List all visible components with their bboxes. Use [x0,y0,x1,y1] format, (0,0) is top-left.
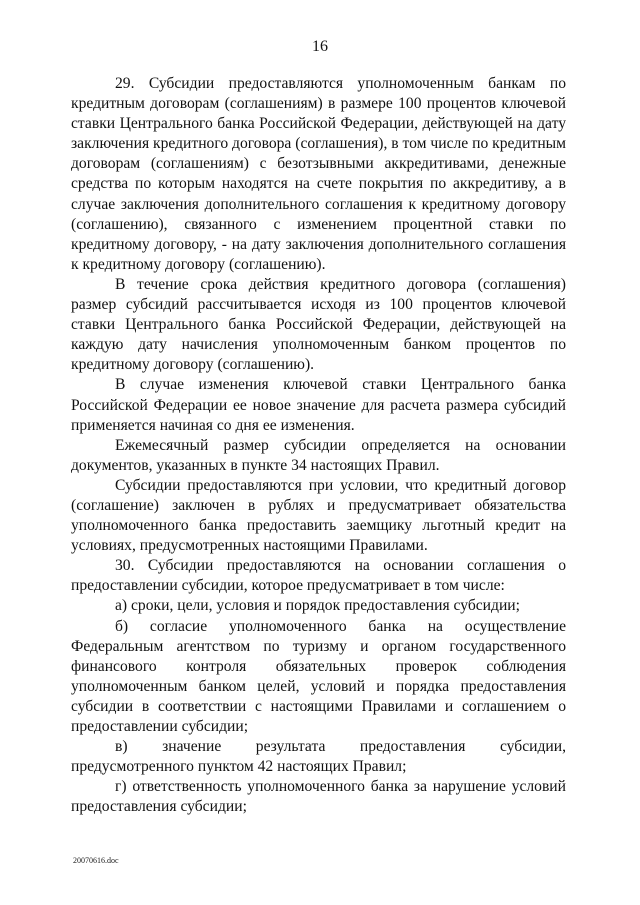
list-item-b: б) согласие уполномоченного банка на осуществление Федеральным агентством по туризму и органом государственного финансового контроля обязательных проверок соблюдения уполномоченным банком целей, условий и порядка предоставления субсидии в соответствии с настоящими Правилами и соглашением о предоставлении субсидии; [71,617,566,735]
document-body [71,74,566,817]
page-number: 16 [312,38,328,55]
list-item-a: а) сроки, цели, условия и порядок предоставления субсидии; [115,597,520,615]
list-item-v: в) значение результата предоставления субсидии, предусмотренного пунктом 42 настоящих Правил; [71,738,566,776]
paragraph-subsidy-condition: Субсидии предоставляются при условии, что кредитный договор (соглашение) заключен в рублях и предусматривает обязательства уполномоченного банка предоставить заемщику льготный кредит на условиях, предусмотренных настоящими Правилами. [71,476,566,555]
paragraph-subsidy-calculation: В течение срока действия кредитного договора (соглашения) размер субсидий рассчитывается исходя из 100 процентов ключевой ставки Центрального банка Российской Федерации, действующей на каждую дату начисления уполномоченным банком процентов по кредитному договору (соглашению). [71,275,566,374]
paragraph-29: 29. Субсидии предоставляются уполномоченным банкам по кредитным договорам (соглашениям) в размере 100 процентов ключевой ставки Центрального банка Российской Федерации, действующей на дату заключения кредитного договора (соглашения), в том числе по кредитным договорам (соглашениям) с безотзывными аккредитивами, денежные средства по которым находятся на счете покрытия по аккредитиву, а в случае заключения дополнительного соглашения к кредитному договору (соглашению), связанного с изменением процентной ставки по кредитному договору, - на дату заключения дополнительного соглашения к кредитному договору (соглашению). [71,75,567,273]
list-item-g: г) ответственность уполномоченного банка за нарушение условий предоставления субсидии; [71,778,566,816]
paragraph-key-rate-change: В случае изменения ключевой ставки Центрального банка Российской Федерации ее новое значение для расчета размера субсидий применяется начиная со дня ее изменения. [71,376,566,434]
paragraph-monthly-amount: Ежемесячный размер субсидии определяется на основании документов, указанных в пункте 34 настоящих Правил. [71,436,566,474]
footer-filename: 20070616.doc [73,856,119,865]
paragraph-30: 30. Субсидии предоставляются на основании соглашения о предоставлении субсидии, которое предусматривает в том числе: [71,557,566,595]
